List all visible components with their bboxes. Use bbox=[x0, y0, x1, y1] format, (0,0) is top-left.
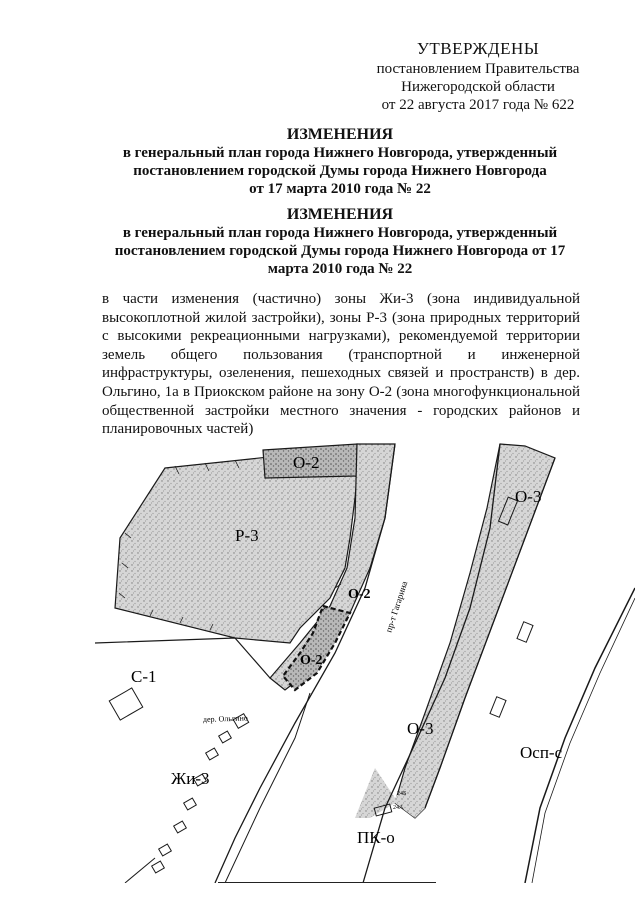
label-street: пр-т Гагарина bbox=[383, 579, 410, 634]
building-rect bbox=[206, 748, 219, 760]
approval-block bbox=[360, 40, 596, 114]
label-p3: Р-3 bbox=[235, 526, 259, 545]
building-rect bbox=[109, 688, 143, 720]
bottom-rule bbox=[218, 882, 436, 883]
heading-second bbox=[90, 206, 590, 278]
heading-second-line-2: постановлением городской Думы города Нижнего Новгорода от 17 bbox=[114, 243, 566, 259]
label-building-24b: 24Б bbox=[397, 791, 407, 797]
label-o2-top: О-2 bbox=[293, 453, 320, 472]
heading-first-title: ИЗМЕНЕНИЯ bbox=[286, 126, 394, 143]
label-building-24a: 24А bbox=[393, 805, 404, 811]
label-osp: Осп-с bbox=[520, 743, 563, 762]
approval-title: УТВЕРЖДЕНЫ bbox=[416, 39, 540, 58]
building-rect bbox=[490, 697, 506, 717]
residential-boundary bbox=[95, 638, 270, 678]
approval-line-1: постановлением Правительства bbox=[376, 61, 580, 77]
heading-first-line-2: постановлением городской Думы города Нижнего Новгорода bbox=[133, 163, 547, 179]
heading-first-line-3: от 17 марта 2010 года № 22 bbox=[249, 181, 431, 197]
heading-second-line-1: в генеральный план города Нижнего Новгорода, утвержденный bbox=[122, 225, 558, 241]
heading-second-title: ИЗМЕНЕНИЯ bbox=[286, 206, 394, 223]
building-rect bbox=[159, 844, 172, 856]
building-rect bbox=[219, 731, 232, 743]
heading-second-line-3: марта 2010 года № 22 bbox=[267, 261, 413, 277]
approval-line-3: от 22 августа 2017 года № 622 bbox=[381, 97, 575, 113]
railway-line bbox=[525, 588, 635, 883]
building-rect bbox=[174, 821, 187, 833]
label-village: дер. Ольгино bbox=[202, 713, 248, 724]
building-rect bbox=[517, 622, 533, 642]
zoning-map bbox=[95, 438, 635, 883]
approval-line-2: Нижегородской области bbox=[401, 79, 555, 95]
label-c1: С-1 bbox=[131, 667, 157, 686]
heading-first-line-1: в генеральный план города Нижнего Новгорода, утвержденный bbox=[122, 145, 558, 161]
label-o2-low: О-2 bbox=[300, 653, 323, 668]
label-zhi3: Жи-3 bbox=[171, 769, 210, 788]
heading-first bbox=[90, 126, 590, 198]
building-rect bbox=[184, 798, 197, 810]
building-rect bbox=[152, 861, 165, 873]
label-o3-top: О-3 bbox=[515, 487, 542, 506]
label-o2-mid: О-2 bbox=[348, 587, 371, 602]
label-o3-mid: О-3 bbox=[407, 719, 434, 738]
label-pko: ПК-о bbox=[357, 828, 395, 847]
description-paragraph: в части изменения (частично) зоны Жи-3 (зона индивидуальной высокоплотной жилой застройки), зоны Р-3 (зона природных территорий с высокими рекреационными нагрузками), рекомендуемой территории земель общего пользования (транспортной и инженерной инфраструктуры, озеленения, пешеходных связей и пространств) в дер. Ольгино, 1а в Приокском районе на зону О-2 (зона многофункциональной общественной застройки местного значения - городских районов и планировочных частей) bbox=[102, 291, 580, 438]
